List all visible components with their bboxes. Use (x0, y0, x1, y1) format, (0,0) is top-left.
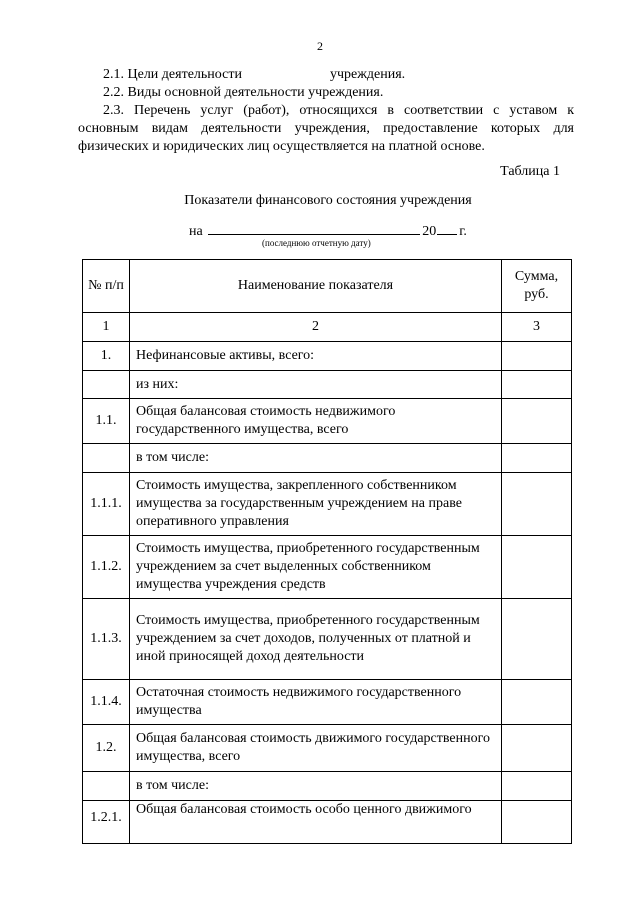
goals-text-start: 2.1. Цели деятельности (103, 67, 242, 82)
table-title: Показатели финансового состояния учреждения (184, 193, 472, 208)
row-num: 1.1.2. (83, 536, 130, 599)
row-num: 1. (83, 342, 130, 371)
table-row (83, 342, 572, 371)
row-num: 1.2. (83, 725, 130, 772)
index-cell: 2 (130, 313, 502, 342)
date-year-prefix: 20 (422, 224, 437, 239)
paragraph-services: 2.3. Перечень услуг (работ), относящихся в соответствии с уставом к основным видам деятельности учреждения, предоставление которых для физических и юридических лиц осуществляется на платной основе. (78, 103, 574, 154)
date-suffix: г. (459, 224, 467, 239)
row-sum (502, 772, 572, 801)
row-num: 1.1.4. (83, 680, 130, 725)
row-name: Общая балансовая стоимость особо ценного движимого (130, 801, 502, 844)
table-row (83, 371, 572, 399)
table-row (83, 801, 572, 844)
row-name: Общая балансовая стоимость недвижимого государственного имущества, всего (130, 399, 502, 444)
row-num: 1.1.3. (83, 599, 130, 680)
row-num (83, 371, 130, 399)
row-name: Остаточная стоимость недвижимого государственного имущества (130, 680, 502, 725)
row-num: 1.1.1. (83, 473, 130, 536)
row-num (83, 772, 130, 801)
table-label: Таблица 1 (500, 164, 560, 179)
row-sum (502, 371, 572, 399)
table-row (83, 399, 572, 444)
row-sum (502, 599, 572, 680)
year-blank (437, 222, 457, 235)
row-sum (502, 536, 572, 599)
header-num: № п/п (83, 260, 130, 313)
row-name: Стоимость имущества, закрепленного собственником имущества за государственным учреждением на праве оперативного управления (130, 473, 502, 536)
date-prefix: на (189, 224, 203, 239)
row-num: 1.2.1. (83, 801, 130, 844)
row-sum (502, 399, 572, 444)
row-name: Стоимость имущества, приобретенного государственным учреждением за счет доходов, полученных от платной и иной приносящей доход деятельности (130, 599, 502, 680)
goals-text-end: учреждения. (329, 67, 406, 82)
paragraph-activities: 2.2. Виды основной деятельности учреждения. (103, 85, 384, 100)
row-sum (502, 680, 572, 725)
row-sum (502, 801, 572, 844)
date-hint: (последнюю отчетную дату) (262, 238, 371, 248)
row-sum (502, 473, 572, 536)
table-row (83, 772, 572, 801)
row-name: в том числе: (130, 772, 502, 801)
financial-indicators-table (82, 259, 572, 844)
row-name: в том числе: (130, 444, 502, 473)
table-row (83, 473, 572, 536)
row-num: 1.1. (83, 399, 130, 444)
table-index-row (83, 313, 572, 342)
page-number: 2 (317, 39, 323, 53)
row-name: Стоимость имущества, приобретенного государственным учреждением за счет выделенных собственником имущества учреждения средств (130, 536, 502, 599)
row-name: Общая балансовая стоимость движимого государственного имущества, всего (130, 725, 502, 772)
table-row (83, 725, 572, 772)
table-row (83, 444, 572, 473)
paragraph-goals (103, 66, 599, 84)
row-sum (502, 444, 572, 473)
row-num (83, 444, 130, 473)
row-name: Нефинансовые активы, всего: (130, 342, 502, 371)
table-row (83, 536, 572, 599)
table-row (83, 680, 572, 725)
header-name: Наименование показателя (130, 260, 502, 313)
table-header-row (83, 260, 572, 313)
row-name: из них: (130, 371, 502, 399)
index-cell: 3 (502, 313, 572, 342)
row-sum (502, 342, 572, 371)
row-sum (502, 725, 572, 772)
index-cell: 1 (83, 313, 130, 342)
table-row (83, 599, 572, 680)
header-sum: Сумма, руб. (502, 260, 572, 313)
date-blank (208, 222, 420, 235)
